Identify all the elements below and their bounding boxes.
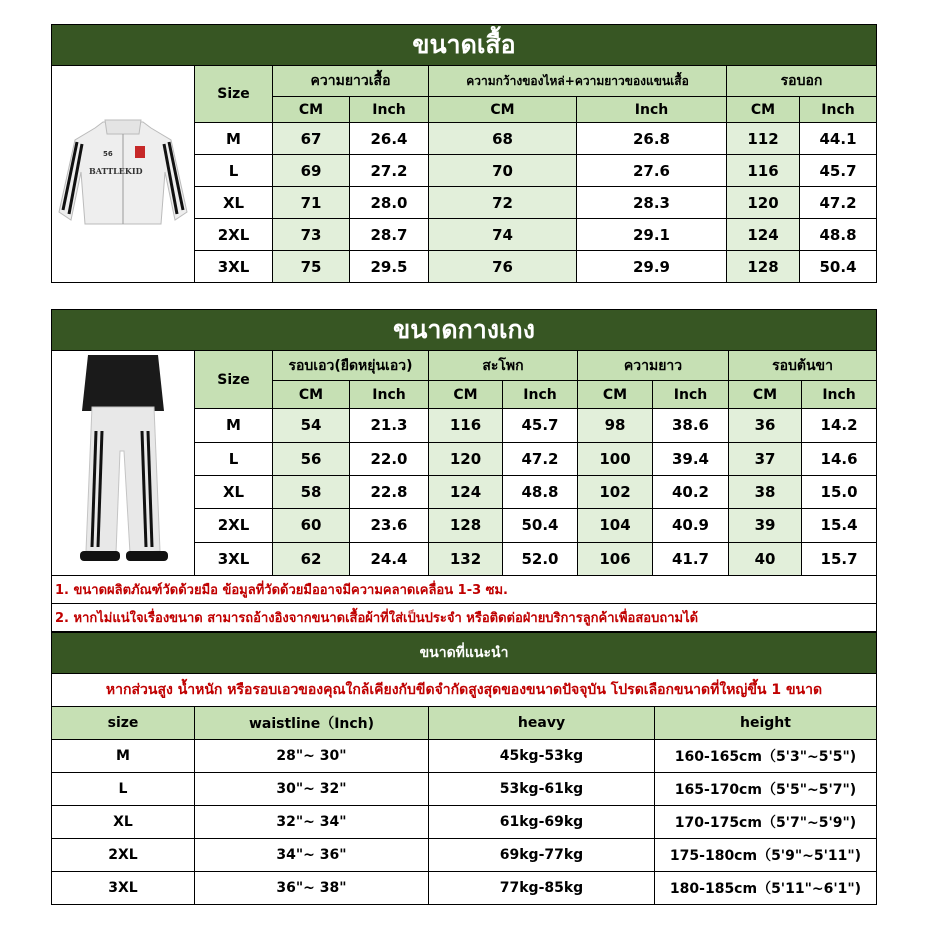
table-cell: 15.7 [802,542,877,575]
svg-text:56: 56 [103,150,113,158]
jacket-group-chest: รอบอก [727,66,877,97]
table-cell: 32"~ 34" [195,806,429,839]
jacket-unit: CM [429,97,577,123]
table-cell: 60 [273,509,350,542]
table-row [52,806,877,839]
note-2: 2. หากไม่แน่ใจเรื่องขนาด สามารถอ้างอิงจากขนาดเสื้อผ้าที่ใส่เป็นประจำ หรือติดต่อฝ่ายบริการลูกค้าเพื่อสอบถามได้ [52,604,877,632]
table-cell: 47.2 [503,442,578,475]
table-cell: 77kg-85kg [429,872,655,905]
table-cell: 75 [273,251,350,283]
size-cell: 3XL [195,542,273,575]
size-cell: XL [195,475,273,508]
jacket-image [52,66,195,283]
recommend-subtitle: หากส่วนสูง น้ำหนัก หรือรอบเอวของคุณใกล้เคียงกับขีดจำกัดสูงสุดของขนาดปัจจุบัน โปรดเลือกขนาดที่ใหญ่ขึ้น 1 ขนาด [52,674,877,707]
size-cell: L [52,773,195,806]
table-row [52,740,877,773]
table-cell: 67 [273,123,350,155]
table-cell: 73 [273,219,350,251]
table-cell: 27.2 [350,155,429,187]
size-cell: M [195,409,273,442]
pants-unit: Inch [503,381,578,409]
size-cell: 2XL [195,509,273,542]
recommend-title: ขนาดที่แนะนำ [52,633,877,674]
jacket-unit: CM [727,97,800,123]
table-cell: 45.7 [503,409,578,442]
recommend-header-size: size [52,707,195,740]
table-cell: 40 [729,542,802,575]
table-cell: 116 [727,155,800,187]
pants-image [52,351,195,576]
table-cell: 180-185cm（5'11"~6'1") [655,872,877,905]
size-cell: M [195,123,273,155]
jacket-size-header: Size [195,66,273,123]
jacket-unit: Inch [577,97,727,123]
table-cell: 69 [273,155,350,187]
jacket-title: ขนาดเสื้อ [52,25,877,66]
size-chart [51,24,876,905]
table-cell: 26.8 [577,123,727,155]
table-cell: 175-180cm（5'9"~5'11") [655,839,877,872]
jacket-illustration [55,112,191,232]
table-cell: 48.8 [800,219,877,251]
pants-unit: CM [273,381,350,409]
table-cell: 128 [727,251,800,283]
table-cell: 102 [578,475,653,508]
table-cell: 22.8 [350,475,429,508]
table-cell: 38.6 [653,409,729,442]
table-cell: 52.0 [503,542,578,575]
table-cell: 40.2 [653,475,729,508]
table-cell: 15.0 [802,475,877,508]
table-cell: 61kg-69kg [429,806,655,839]
size-cell: 3XL [52,872,195,905]
table-cell: 14.6 [802,442,877,475]
table-cell: 56 [273,442,350,475]
table-cell: 27.6 [577,155,727,187]
jacket-unit: CM [273,97,350,123]
spacer-row [52,283,877,310]
table-cell: 28.0 [350,187,429,219]
table-cell: 28"~ 30" [195,740,429,773]
table-cell: 39 [729,509,802,542]
table-cell: 36 [729,409,802,442]
table-cell: 50.4 [503,509,578,542]
jacket-unit: Inch [800,97,877,123]
table-cell: 120 [727,187,800,219]
table-cell: 39.4 [653,442,729,475]
jacket-size-table [51,24,877,309]
table-cell: 36"~ 38" [195,872,429,905]
table-cell: 29.9 [577,251,727,283]
table-cell: 38 [729,475,802,508]
table-cell: 40.9 [653,509,729,542]
pants-unit: Inch [350,381,429,409]
table-cell: 116 [429,409,503,442]
size-cell: L [195,155,273,187]
table-cell: 34"~ 36" [195,839,429,872]
table-cell: 26.4 [350,123,429,155]
note-1: 1. ขนาดผลิตภัณฑ์วัดด้วยมือ ข้อมูลที่วัดด้วยมืออาจมีความคลาดเคลื่อน 1-3 ซม. [52,576,877,604]
table-cell: 15.4 [802,509,877,542]
table-cell: 62 [273,542,350,575]
size-cell: 3XL [195,251,273,283]
table-cell: 45.7 [800,155,877,187]
table-cell: 47.2 [800,187,877,219]
pants-unit: CM [729,381,802,409]
table-row [52,773,877,806]
table-row [52,872,877,905]
table-cell: 72 [429,187,577,219]
recommend-header-height: height [655,707,877,740]
pants-unit: Inch [802,381,877,409]
pants-title: ขนาดกางเกง [52,310,877,351]
recommend-header-heavy: heavy [429,707,655,740]
pants-unit: Inch [653,381,729,409]
table-row [52,839,877,872]
pants-size-header: Size [195,351,273,409]
table-cell: 24.4 [350,542,429,575]
pants-unit: CM [578,381,653,409]
table-cell: 44.1 [800,123,877,155]
table-cell: 106 [578,542,653,575]
table-cell: 120 [429,442,503,475]
table-cell: 29.1 [577,219,727,251]
table-cell: 70 [429,155,577,187]
table-cell: 22.0 [350,442,429,475]
table-cell: 50.4 [800,251,877,283]
size-cell: M [52,740,195,773]
pants-group-hip: สะโพก [429,351,578,381]
table-cell: 160-165cm（5'3"~5'5") [655,740,877,773]
table-cell: 28.7 [350,219,429,251]
table-cell: 68 [429,123,577,155]
pants-group-waist: รอบเอว(ยืดหยุ่นเอว) [273,351,429,381]
size-cell: XL [195,187,273,219]
table-cell: 104 [578,509,653,542]
pants-unit: CM [429,381,503,409]
table-cell: 71 [273,187,350,219]
table-cell: 53kg-61kg [429,773,655,806]
table-cell: 58 [273,475,350,508]
table-cell: 54 [273,409,350,442]
table-cell: 69kg-77kg [429,839,655,872]
table-cell: 124 [429,475,503,508]
svg-text:BATTLEKID: BATTLEKID [89,166,143,176]
jacket-group-length: ความยาวเสื้อ [273,66,429,97]
table-cell: 21.3 [350,409,429,442]
table-cell: 30"~ 32" [195,773,429,806]
table-cell: 45kg-53kg [429,740,655,773]
table-cell: 98 [578,409,653,442]
recommend-header-waistline: waistline（Inch) [195,707,429,740]
table-cell: 100 [578,442,653,475]
table-cell: 124 [727,219,800,251]
table-cell: 48.8 [503,475,578,508]
table-cell: 74 [429,219,577,251]
table-cell: 76 [429,251,577,283]
size-cell: L [195,442,273,475]
size-cell: 2XL [52,839,195,872]
jacket-unit: Inch [350,97,429,123]
table-cell: 41.7 [653,542,729,575]
jacket-group-shoulder-sleeve: ความกว้างของไหล่+ความยาวของแขนเสื้อ [429,66,727,97]
table-cell: 112 [727,123,800,155]
size-cell: XL [52,806,195,839]
size-cell: 2XL [195,219,273,251]
pants-illustration [68,351,178,571]
pants-size-table [51,309,877,632]
table-cell: 170-175cm（5'7"~5'9") [655,806,877,839]
pants-group-thigh: รอบต้นขา [729,351,877,381]
table-cell: 29.5 [350,251,429,283]
pants-group-length: ความยาว [578,351,729,381]
table-cell: 132 [429,542,503,575]
table-cell: 37 [729,442,802,475]
table-cell: 14.2 [802,409,877,442]
table-cell: 165-170cm（5'5"~5'7") [655,773,877,806]
table-cell: 28.3 [577,187,727,219]
table-cell: 23.6 [350,509,429,542]
recommended-size-table [51,632,877,905]
table-cell: 128 [429,509,503,542]
